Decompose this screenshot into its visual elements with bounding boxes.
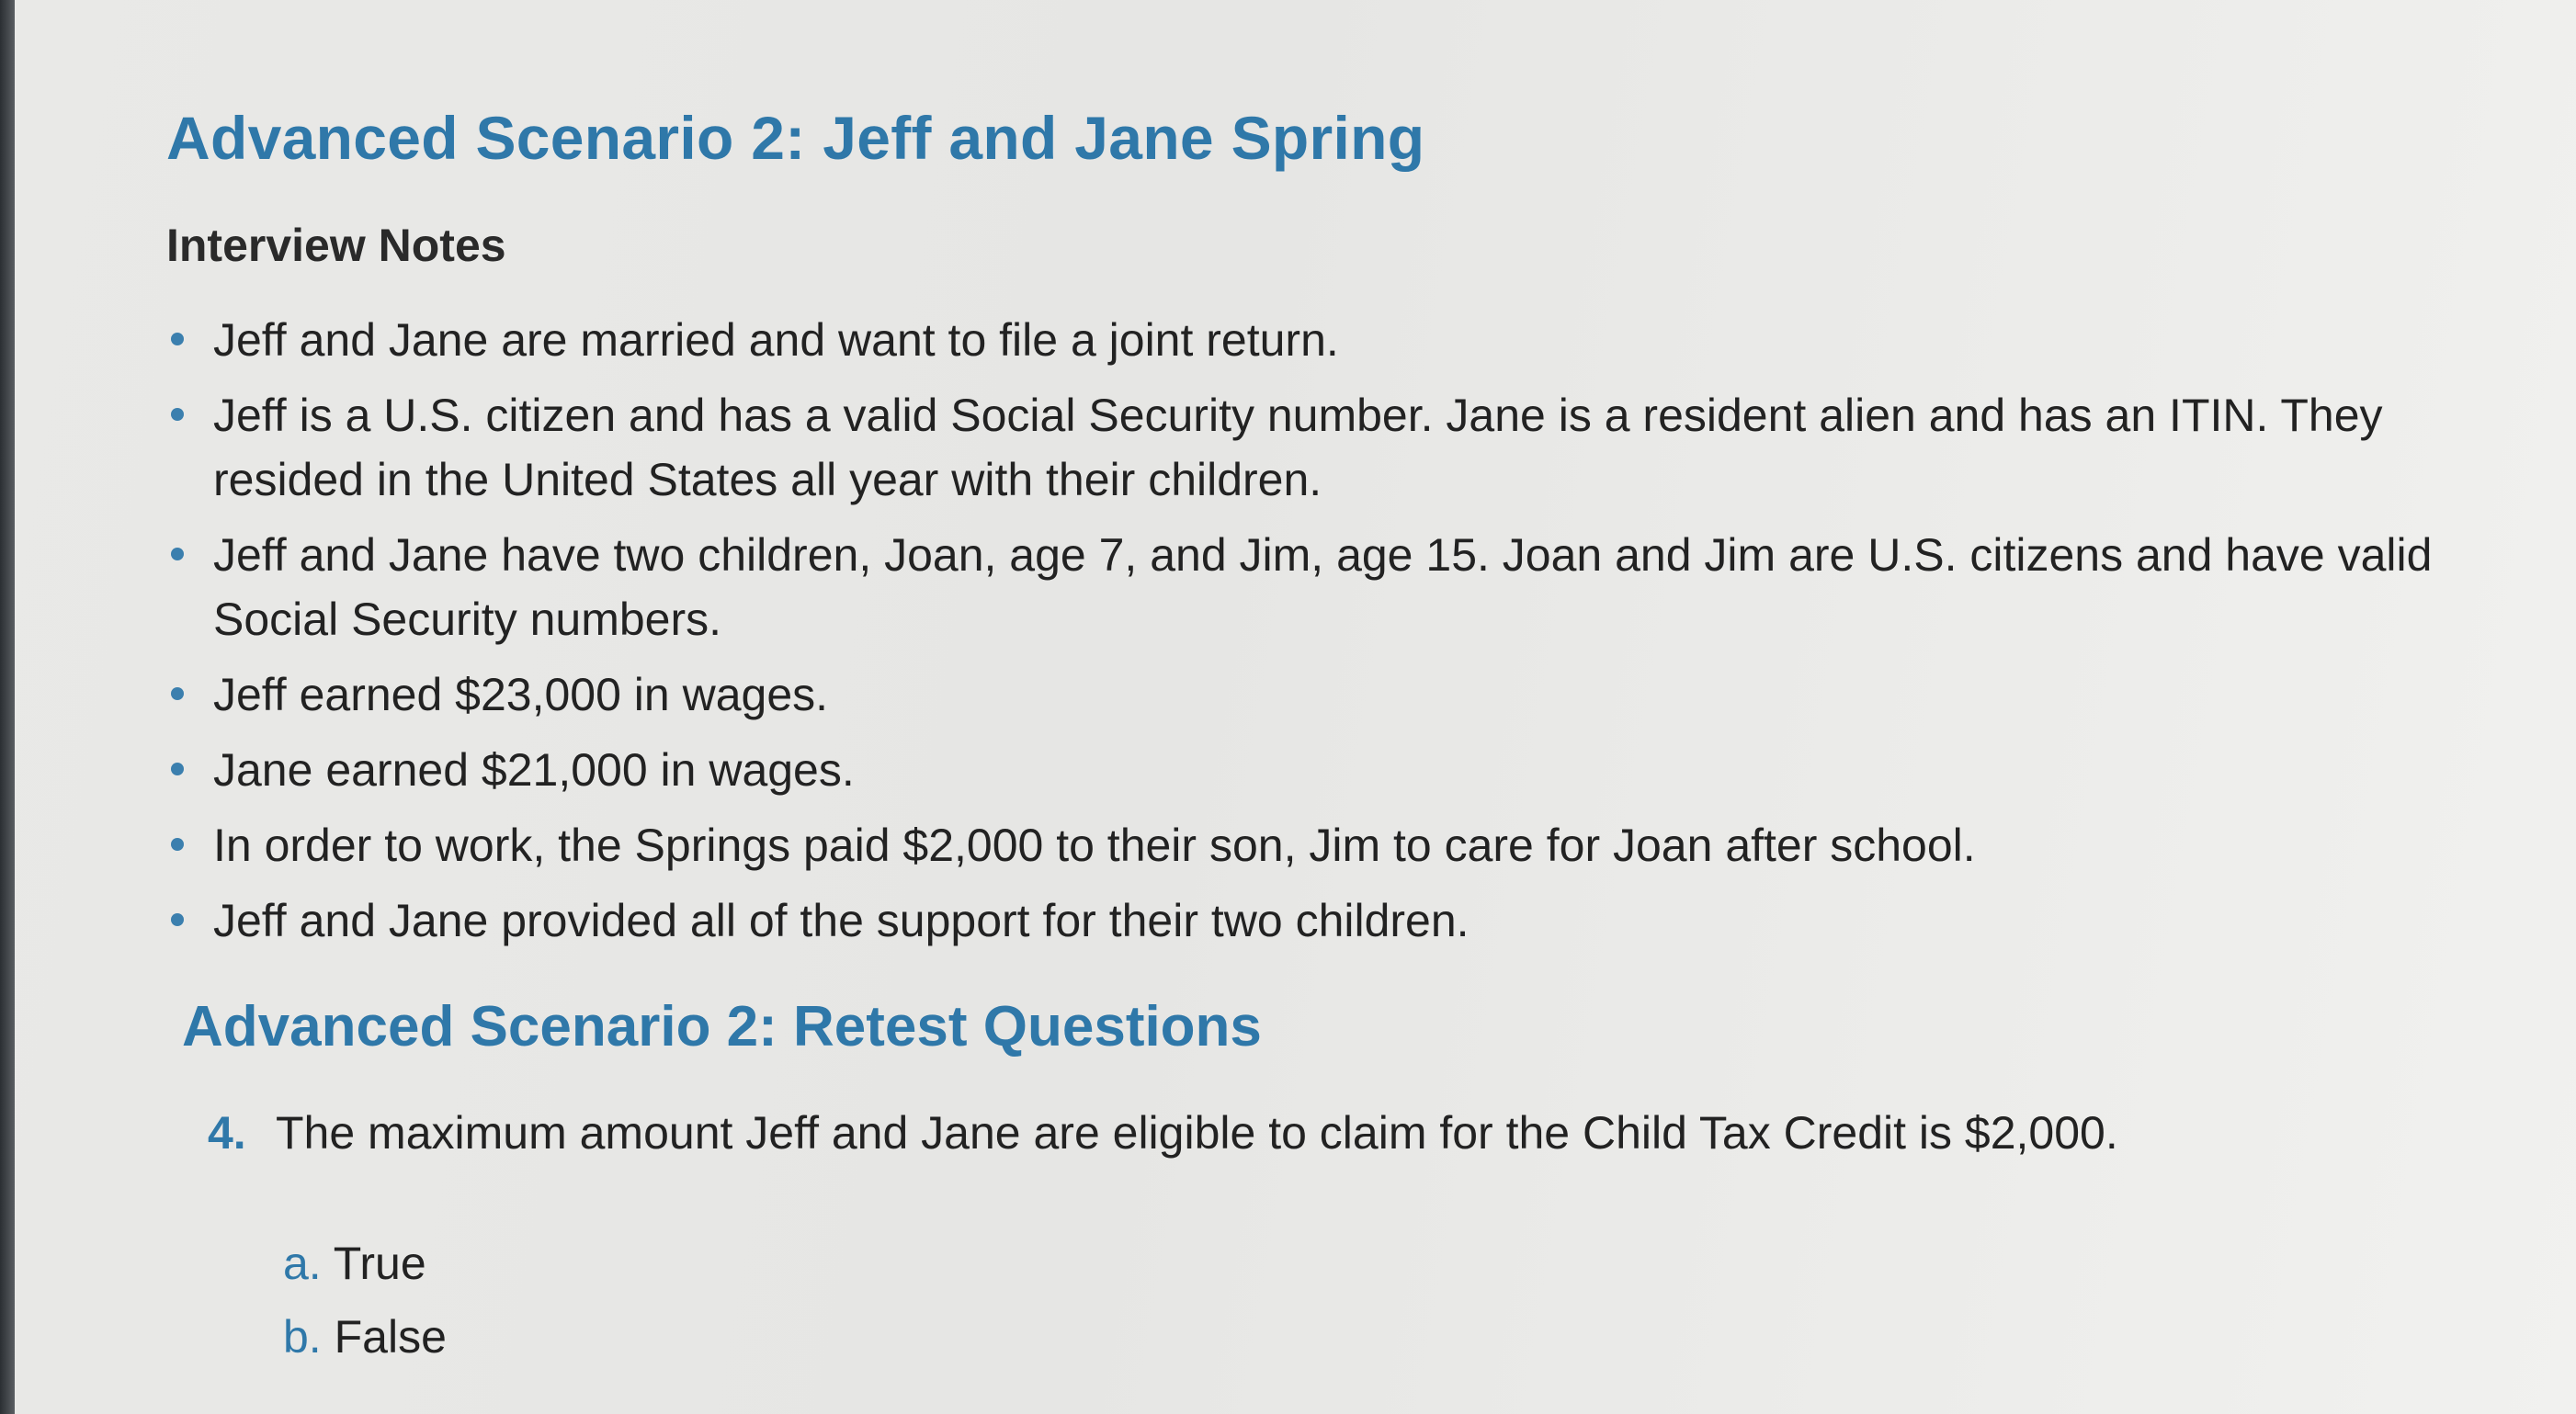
- list-item: [171, 523, 2524, 651]
- interview-notes-list: [171, 308, 2524, 964]
- retest-questions-heading: Advanced Scenario 2: Retest Questions: [182, 995, 1262, 1058]
- interview-notes-heading: Interview Notes: [166, 220, 506, 271]
- bullet-icon: [171, 913, 184, 926]
- bullet-icon: [171, 838, 184, 851]
- note-text: In order to work, the Springs paid $2,000 to their son, Jim to care for Joan after school.: [213, 820, 1976, 871]
- list-item: [171, 662, 2524, 727]
- note-text: Jeff and Jane are married and want to file a joint return.: [213, 314, 1339, 366]
- answer-option-false[interactable]: [283, 1305, 447, 1369]
- bullet-icon: [171, 408, 184, 421]
- list-item: [171, 738, 2524, 802]
- question-item: [208, 1101, 2118, 1165]
- list-item: [171, 888, 2524, 953]
- option-label: True: [333, 1238, 426, 1289]
- list-item: [171, 308, 2524, 372]
- list-item: [171, 383, 2524, 512]
- bullet-icon: [171, 687, 184, 700]
- screen-edge: [0, 0, 15, 1414]
- bullet-icon: [171, 763, 184, 775]
- question-text: The maximum amount Jeff and Jane are eligible to claim for the Child Tax Credit is $2,000.: [276, 1107, 2118, 1159]
- note-text: Jeff and Jane provided all of the support for their two children.: [213, 895, 1470, 946]
- list-item: [171, 813, 2524, 877]
- option-label: False: [334, 1311, 447, 1363]
- option-letter: a.: [283, 1238, 322, 1289]
- note-text: Jeff is a U.S. citizen and has a valid Social Security number. Jane is a resident alien and has an ITIN. They resided in the United States all year with their children.: [213, 390, 2383, 505]
- answer-option-true[interactable]: [283, 1231, 426, 1295]
- note-text: Jeff and Jane have two children, Joan, age 7, and Jim, age 15. Joan and Jim are U.S. citizens and have valid Social Security numbers.: [213, 529, 2433, 645]
- document-page: [15, 0, 2576, 1414]
- note-text: Jeff earned $23,000 in wages.: [213, 669, 829, 720]
- question-number: 4.: [208, 1107, 246, 1159]
- bullet-icon: [171, 548, 184, 560]
- note-text: Jane earned $21,000 in wages.: [213, 744, 855, 796]
- page-title: Advanced Scenario 2: Jeff and Jane Spring: [166, 104, 1425, 172]
- bullet-icon: [171, 333, 184, 345]
- option-letter: b.: [283, 1311, 322, 1363]
